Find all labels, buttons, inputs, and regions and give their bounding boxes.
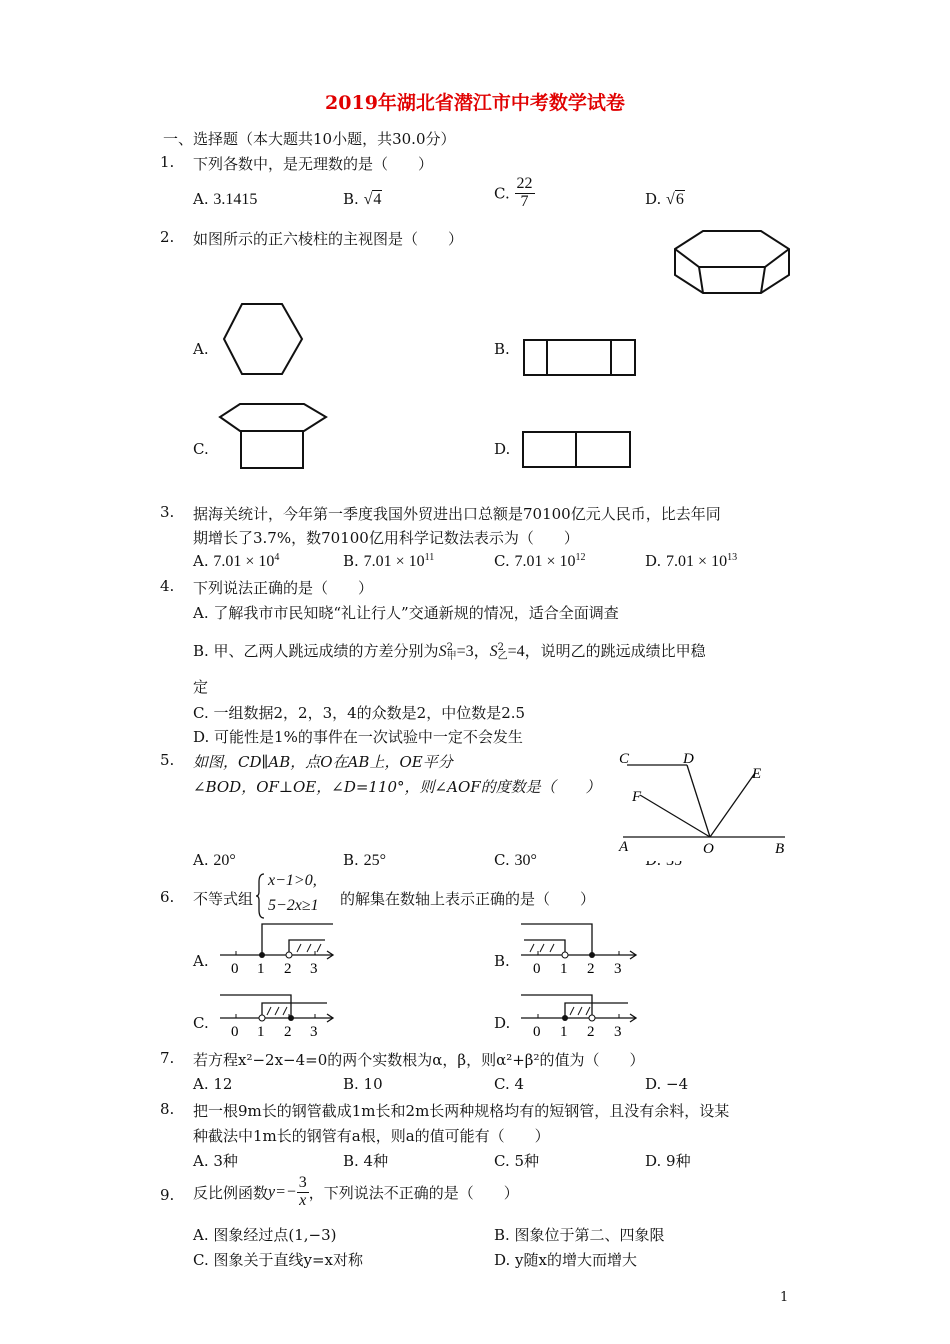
number-line-c xyxy=(215,985,340,1040)
label-e: E xyxy=(752,766,762,782)
q6-option-b-label: B. xyxy=(494,952,510,970)
section-heading: 一、选择题（本大题共10小题，共30.0分） xyxy=(163,130,456,148)
q6-inequality-2: 5−2x≥1 xyxy=(268,897,319,914)
q9-option-d: D. y随x的增大而增大 xyxy=(494,1251,637,1269)
label-c: C xyxy=(619,751,630,767)
q3-option-d: D. $7.01 \times 10^{13}$ xyxy=(645,552,738,570)
hexagonal-prism-figure xyxy=(673,227,793,297)
number-line-a xyxy=(215,922,340,977)
hexagon-view-icon xyxy=(222,302,304,376)
label-f: F xyxy=(632,789,642,805)
q8-line1: 把一根9m长的钢管截成1m长和2m长两种规格均有的短钢管，且没有余料，设某 xyxy=(193,1102,730,1120)
q9-option-b: B. 图象位于第二、四象限 xyxy=(494,1226,665,1244)
geometry-figure xyxy=(615,745,795,860)
q3-line1: 据海关统计，今年第一季度我国外贸进出口总额是70100亿元人民币，比去年同 xyxy=(193,505,721,523)
q3-line2: 期增长了3.7%，数70100亿用科学记数法表示为（ ） xyxy=(193,529,579,547)
q3-number: 3. xyxy=(160,503,175,521)
q7-option-d: D. −4 xyxy=(645,1075,689,1093)
svg-text:3: 3 xyxy=(310,961,318,977)
q4-option-a: A. 了解我市市民知晓“礼让行人”交通新规的情况，适合全面调查 xyxy=(193,604,619,622)
q5-option-a: A. 20° xyxy=(193,851,236,869)
q1-stem: 下列各数中，是无理数的是（ ） xyxy=(193,155,434,173)
brace-icon xyxy=(256,872,266,920)
q9-option-a: A. 图象经过点(1,−3) xyxy=(193,1226,337,1244)
q4-option-b-continued: 定 xyxy=(193,678,209,696)
svg-text:1: 1 xyxy=(560,1024,568,1040)
svg-text:0: 0 xyxy=(231,961,239,977)
q4-option-b: B. 甲、乙两人跳远成绩的方差分别为S 2 甲 =3，S 2 乙 =4，说明乙的跳远成绩比甲稳 xyxy=(193,642,706,662)
q2-option-b-label: B. xyxy=(494,340,510,358)
q3-option-b: B. $7.01 \times 10^{11}$ xyxy=(343,552,435,570)
q7-option-c: C. 4 xyxy=(494,1075,525,1093)
q4-number: 4. xyxy=(160,577,175,595)
two-rect-view-icon xyxy=(522,431,632,469)
hex-over-rect-view-icon xyxy=(218,402,328,470)
q2-number: 2. xyxy=(160,228,175,246)
q1-option-b: B. √4 xyxy=(343,190,382,208)
svg-text:2: 2 xyxy=(587,961,595,977)
q7-option-b: B. 10 xyxy=(343,1075,383,1093)
q7-option-a: A. 12 xyxy=(193,1075,233,1093)
q6-option-a-label: A. xyxy=(193,952,209,970)
q3-option-a: A. $7.01 \times 10^4$ xyxy=(193,552,280,570)
number-line-d xyxy=(516,985,641,1040)
svg-text:3: 3 xyxy=(310,1024,318,1040)
label-a: A xyxy=(619,839,629,855)
q8-number: 8. xyxy=(160,1100,175,1118)
label-d: D xyxy=(683,751,694,767)
svg-text:0: 0 xyxy=(231,1024,239,1040)
svg-text:0: 0 xyxy=(533,1024,541,1040)
q2-option-a-label: A. xyxy=(193,340,209,358)
q1-option-d: D. √6 xyxy=(645,190,684,208)
q2-stem: 如图所示的正六棱柱的主视图是（ ） xyxy=(193,230,464,248)
svg-text:2: 2 xyxy=(587,1024,595,1040)
q6-post: 的解集在数轴上表示正确的是（ ） xyxy=(340,890,596,908)
q5-line1: 如图，CD∥AB，点O在AB上，OE平分 xyxy=(193,753,453,771)
page-number: 1 xyxy=(780,1290,789,1305)
q1-option-c: C. $\frac{22}{7}$ xyxy=(494,175,533,210)
svg-text:0: 0 xyxy=(533,961,541,977)
q8-option-c: C. 5种 xyxy=(494,1152,540,1170)
svg-text:1: 1 xyxy=(560,961,568,977)
q2-option-c-label: C. xyxy=(193,440,209,458)
q9-option-c: C. 图象关于直线y=x对称 xyxy=(193,1251,363,1269)
q6-inequality-1: x−1>0, xyxy=(268,872,317,889)
page-title: 2019年湖北省潜江市中考数学试卷 xyxy=(325,92,625,114)
q8-option-b: B. 4种 xyxy=(343,1152,389,1170)
q6-option-c-label: C. xyxy=(193,1014,209,1032)
q5-number: 5. xyxy=(160,751,175,769)
q8-line2: 种截法中1m长的钢管有a根，则a的值可能有（ ） xyxy=(193,1127,550,1145)
svg-text:2: 2 xyxy=(284,1024,292,1040)
q6-number: 6. xyxy=(160,888,175,906)
q2-option-d-label: D. xyxy=(494,440,511,458)
q6-option-d-label: D. xyxy=(494,1014,511,1032)
q8-option-d: D. 9种 xyxy=(645,1152,691,1170)
label-o: O xyxy=(703,841,714,857)
q4-option-d: D. 可能性是1%的事件在一次试验中一定不会发生 xyxy=(193,728,523,746)
svg-text:3: 3 xyxy=(614,961,622,977)
q8-option-a: A. 3种 xyxy=(193,1152,238,1170)
svg-text:1: 1 xyxy=(257,1024,265,1040)
q3-option-c: C. $7.01 \times 10^{12}$ xyxy=(494,552,586,570)
q9-number: 9. xyxy=(160,1186,175,1204)
three-rect-view-icon xyxy=(523,339,637,377)
q5-option-c: C. 30° xyxy=(494,851,537,869)
q7-stem: 若方程x²−2x−4=0的两个实数根为α，β，则α²+β²的值为（ ） xyxy=(193,1051,645,1069)
q4-stem: 下列说法正确的是（ ） xyxy=(193,579,374,597)
svg-text:2: 2 xyxy=(284,961,292,977)
svg-text:3: 3 xyxy=(614,1024,622,1040)
q4-option-c: C. 一组数据2，2，3，4的众数是2，中位数是2.5 xyxy=(193,704,526,722)
q6-pre: 不等式组 xyxy=(193,890,254,908)
q7-number: 7. xyxy=(160,1049,175,1067)
q5-option-b: B. 25° xyxy=(343,851,386,869)
label-b: B xyxy=(775,841,785,857)
q9-stem: 反比例函数y=− $\frac{3}{x}$ ，下列说法不正确的是（ ） xyxy=(193,1174,519,1209)
q1-number: 1. xyxy=(160,153,175,171)
svg-text:1: 1 xyxy=(257,961,265,977)
q1-option-a: A. 3.1415 xyxy=(193,190,258,208)
q5-line2: ∠BOD，OF⊥OE，∠D=110°，则∠AOF的度数是（ ） xyxy=(193,778,601,796)
number-line-b xyxy=(516,922,641,977)
